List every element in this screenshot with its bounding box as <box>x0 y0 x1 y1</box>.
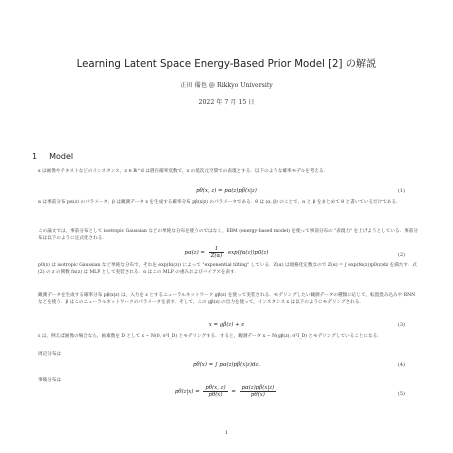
equation-1-number: (1) <box>397 188 405 194</box>
equation-5-fraction-2 <box>240 385 277 398</box>
equation-3-body: x = gβ(z) + ε <box>208 322 245 328</box>
equation-2-rhs: exp(fα(z))p0(z) <box>227 250 269 256</box>
page-number: 1 <box>224 430 229 436</box>
equation-4-number: (4) <box>397 362 405 368</box>
equation-5-denominator-2: pθ(x) <box>250 392 265 398</box>
paragraph-6: ε は，例えば画像の場合なら，画素数を D として ε ∼ N(0, σ²I_D) とモデリングする．すると，観測データ x ∼ N(gβ(z), σ²I_D) とモデリングしていることになる． <box>38 334 382 339</box>
paragraph-8: 事後分布は <box>38 378 61 383</box>
equation-4-body: pθ(x) = ∫ pα(z)pβ(x|z)dz. <box>192 362 261 368</box>
equation-2-denominator: Z(α) <box>210 253 223 259</box>
equation-2-fraction <box>209 246 225 259</box>
paragraph-2: α は事前分布 pα(z) のパラメータ，β は観測データ x を生成する確率分布 pβ(x|z) のパラメータである．θ は (α, β) のことで，α と β をまとめて θ と書いているだけである． <box>38 200 401 205</box>
section-number: 1 <box>32 152 38 161</box>
equation-2-lhs: pα(z) = <box>184 250 205 256</box>
equation-5-denominator-1: pθ(x) <box>208 392 223 398</box>
author-line: 正田 備也 @ Rikkyo University <box>180 82 273 89</box>
equation-2 <box>0 246 453 259</box>
equation-5-equals: = <box>231 389 236 395</box>
section-heading <box>32 152 73 161</box>
equation-5-lhs: pθ(z|x) = <box>174 389 200 395</box>
equation-1-body: pθ(x, z) = pα(z)pβ(x|z) <box>196 188 257 194</box>
paragraph-3: この論文では，事前分布として isotropic Gaussian などの単純な分布を使うのではなく，EBM (energy-based model) を使って事前分布の "表現力" を上げようとしている．事前分布は以下のように定式化される． <box>38 229 418 242</box>
equation-3-number: (3) <box>397 322 405 328</box>
equation-5-numerator-2: pα(z)pβ(x|z) <box>241 385 275 391</box>
equation-5 <box>0 385 453 398</box>
equation-5-fraction-1 <box>203 385 227 398</box>
date-line: 2022 年 7 月 15 日 <box>198 99 255 106</box>
paragraph-5: 観測データを生成する確率分布 pβ(x|z) は，入力を z とするニューラルネットワーク gβ(z) を使って実装される．モデリングしたい観測データの種類に応じて，転置畳み込みや RNN などを使う．β はこのニューラルネットワークのパラメータを表す．そして，この gβ(z) の出力を使って，インスタンス x は以下のようにモデリングされる． <box>38 293 416 306</box>
equation-5-number: (5) <box>397 391 405 397</box>
equation-5-numerator-1: pθ(x, z) <box>205 385 226 391</box>
paper-title: Learning Latent Space Energy-Based Prior Model [2] の解説 <box>76 59 377 70</box>
equation-2-numerator: 1 <box>209 246 225 253</box>
equation-4 <box>0 362 453 368</box>
equation-2-number: (2) <box>397 252 405 258</box>
equation-1 <box>0 188 453 194</box>
paragraph-7: 周辺分布は <box>38 352 61 357</box>
section-title: Model <box>49 152 74 161</box>
paragraph-4: p0(z) は isotropic Gaussian など単純な分布で，それを exp(fα(z)) によって "exponential tilting" している．Z(α) は規格化定数なので Z(α) = ∫ exp(fα(z))p0(z)dz を満たす．式 (2) の z の関数 fα(z) は MLP として実装される．α はこの MLP の重みおよびバイアスを表す． <box>38 263 417 276</box>
paragraph-1: x は画像やテキストなどのインスタンス，z ∈ ℝ^d は潜在確率変数で，x の低次元空間での表現とする．以下のような確率モデルを考える． <box>38 169 329 174</box>
equation-3 <box>0 322 453 328</box>
